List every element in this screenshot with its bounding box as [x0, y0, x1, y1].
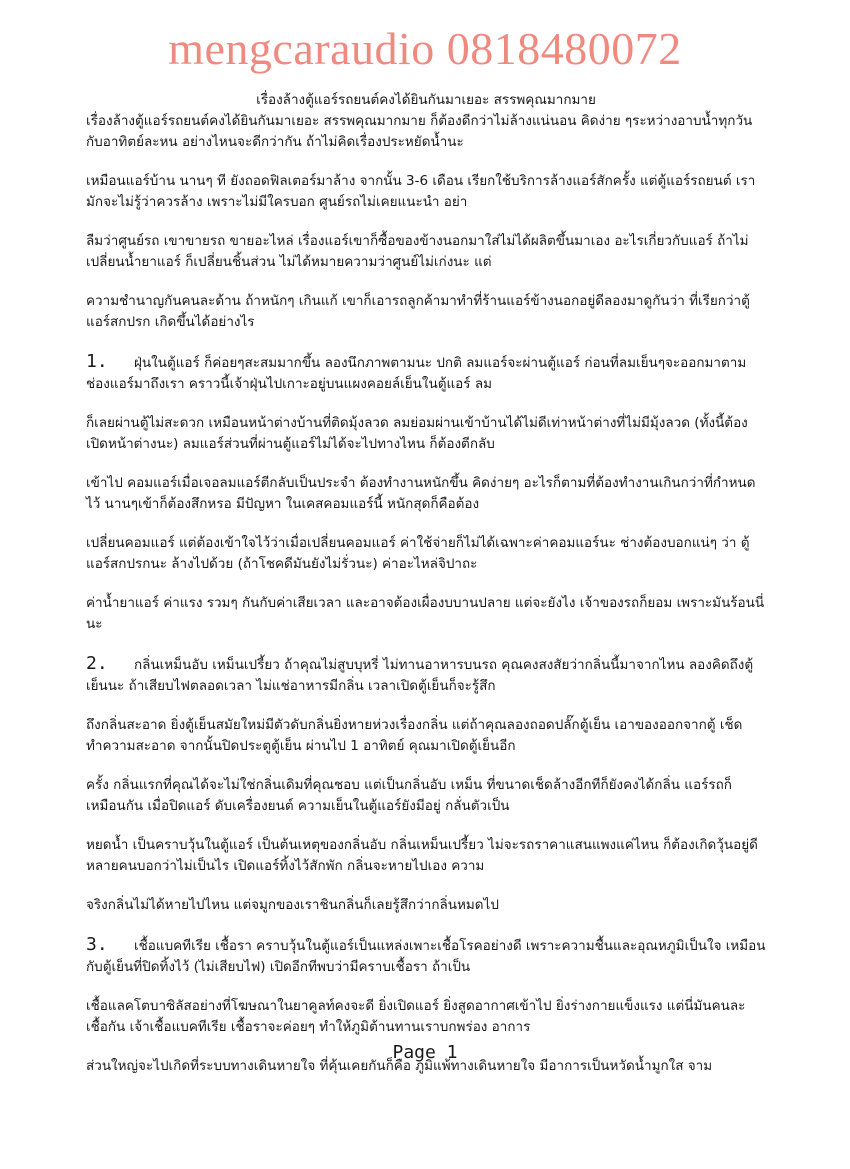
intro-paragraph: เรื่องล้างตู้แอร์รถยนต์คงได้ยินกันมาเยอะ สรรพคุณมากมาย ก็ต้องดีกว่าไม่ล้างแน่นอน คิดง่าย ๆระหว่างอาบน้ำทุกวันกับอาทิตย์ละหน อย่างไหนจะดีกว่ากัน ถ้าไม่คิดเรื่องประหยัดน้ำนะ — [86, 113, 753, 150]
section-1-paragraph: ก็เลยผ่านตู้ไม่สะดวก เหมือนหน้าต่างบ้านที่ติดมุ้งลวด ลมย่อมผ่านเข้าบ้านได้ไม่ดีเท่าหน้าต่างที่ไม่มีมุ้งลวด (ทั้งนี้ต้องเปิดหน้าต่างนะ) ลมแอร์ส่วนที่ผ่านตู้แอร์ไม่ได้จะไปทางไหน ก็ต้องตีกลับ — [86, 415, 748, 452]
section-3-paragraph: ส่วนใหญ่จะไปเกิดที่ระบบทางเดินหายใจ ที่คุ้นเคยกันก็คือ ภูมิแพ้ทางเดินหายใจ มีอาการเป็นหวัดน้ำมูกใส จาม — [86, 1058, 713, 1074]
section-1-paragraph: เข้าไป คอมแอร์เมื่อเจอลมแอร์ตีกลับเป็นประจำ ต้องทำงานหนักขึ้น คิดง่ายๆ อะไรก็ตามที่ต้องทำงานเกินกว่าที่กำหนดไว้ นานๆเข้าก็ต้องสึกหรอ มีปัญหา ในเคสคอมแอร์นี้ หนักสุดก็คือต้อง — [86, 475, 756, 512]
section-3-paragraph: เชื้อแลคโตบาซิลัสอย่างที่โฆษณาในยาคูลท์คงจะดี ยิ่งเปิดแอร์ ยิ่งสูดอากาศเข้าไป ยิ่งร่างกายแข็งแรง แต่นี่มันคนละเชื้อกัน เจ้าเชื้อแบคทีเรีย เชื้อราจะค่อยๆ ทำให้ภูมิต้านทานเราบกพร่อง อาการ — [86, 998, 746, 1035]
section-text: กลิ่นเหม็นอับ เหม็นเปรี้ยว ถ้าคุณไม่สูบบุหรี่ ไม่ทานอาหารบนรถ คุณคงสงสัยว่ากลิ่นนี้มาจากไหน ลองคิดถึงตู้เย็นนะ ถ้าเสียบไฟตลอดเวลา ไม่แช่อาหารมีกลิ่น เวลาเปิดตู้เย็นก็จะรู้สึก — [86, 657, 754, 694]
section-2-paragraph: ถึงกลิ่นสะอาด ยิ่งตู้เย็นสมัยใหม่มีตัวดับกลิ่นยิ่งหายห่วงเรื่องกลิ่น แต่ถ้าคุณลองถอดปลั๊กตู้เย็น เอาของออกจากตู้ เช็ดทำความสะอาด จากนั้นปิดประตูตู้เย็น ผ่านไป 1 อาทิตย์ คุณมาเปิดตู้เย็นอีก — [86, 717, 743, 754]
document-title: เรื่องล้างตู้แอร์รถยนต์คงได้ยินกันมาเยอะ สรรพคุณมากมาย — [256, 92, 596, 108]
section-1-paragraph: เปลี่ยนคอมแอร์ แต่ต้องเข้าใจไว้ว่าเมื่อเปลี่ยนคอมแอร์ ค่าใช้จ่ายก็ไม่ได้เฉพาะค่าคอมแอร์นะ ช่างต้องบอกแน่ๆ ว่า ตู้แอร์สกปรกนะ ล้างไปด้วย (ถ้าโชคดีมันยังไม่รั่วนะ) ค่าอะไหล่จิปาถะ — [86, 535, 750, 572]
section-1-paragraph: ค่าน้ำยาแอร์ ค่าแรง รวมๆ กันกับค่าเสียเวลา และอาจต้องเผื่องบบานปลาย แต่จะยังไง เจ้าของรถก็ยอม เพราะมันร้อนนี่นะ — [86, 595, 765, 632]
section-3-paragraph — [86, 934, 766, 978]
watermark-text: mengcaraudio 0818480072 — [168, 23, 682, 74]
section-text: เชื้อแบคทีเรีย เชื้อรา คราบวุ้นในตู้แอร์เป็นแหล่งเพาะเชื้อโรคอย่างดี เพราะความชื้นและอุณหภูมิเป็นใจ เหมือนกับตู้เย็นที่ปิดทิ้งไว้ (ไม่เสียบไฟ) เปิดอีกทีพบว่ามีคราบเชื้อรา ถ้าเป็น — [86, 938, 766, 975]
section-2-paragraph: ครั้ง กลิ่นแรกที่คุณได้จะไม่ใช่กลิ่นเดิมที่คุณชอบ แต่เป็นกลิ่นอับ เหม็น ที่ขนาดเช็ดล้างอีกทีก็ยังคงได้กลิ่น แอร์รถก็เหมือนกัน เมื่อปิดแอร์ ดับเครื่องยนต์ ความเย็นในตู้แอร์ยังมีอยู่ กลั่นตัวเป็น — [86, 777, 732, 814]
intro-paragraph: เหมือนแอร์บ้าน นานๆ ที ยังถอดฟิลเตอร์มาล้าง จากนั้น 3-6 เดือน เรียกใช้บริการล้างแอร์สักครั้ง แต่ตู้แอร์รถยนต์ เรามักจะไม่รู้ว่าควรล้าง เพราะไม่มีใครบอก ศูนย์รถไม่เคยแนะนำ อย่า — [86, 173, 756, 210]
page-number: Page 1 — [392, 1042, 458, 1063]
section-number: 2. — [86, 653, 108, 674]
section-2-paragraph: จริงกลิ่นไม่ได้หายไปไหน แต่จมูกของเราชินกลิ่นก็เลยรู้สึกว่ากลิ่นหมดไป — [86, 897, 499, 913]
document-body — [86, 90, 766, 1095]
section-2-paragraph: หยดน้ำ เป็นคราบวุ้นในตู้แอร์ เป็นต้นเหตุของกลิ่นอับ กลิ่นเหม็นเปรี้ยว ไม่จะรถราคาแสนแพงแค่ไหน ก็ต้องเกิดวุ้นอยู่ดี หลายคนบอกว่าไม่เป็นไร เปิดแอร์ทิ้งไว้สักพัก กลิ่นจะหายไปเอง ความ — [86, 837, 758, 874]
section-1-paragraph — [86, 351, 766, 395]
section-text: ฝุ่นในตู้แอร์ ก็ค่อยๆสะสมมากขึ้น ลองนึกภาพตามนะ ปกติ ลมแอร์จะผ่านตู้แอร์ ก่อนที่ลมเย็นๆจะออกมาตามช่องแอร์มาถึงเรา คราวนี้เจ้าฝุ่นไปเกาะอยู่บนแผงคอยล์เย็นในตู้แอร์ ลม — [86, 355, 747, 392]
section-number: 3. — [86, 934, 108, 955]
intro-paragraph: ความชำนาญกันคนละด้าน ถ้าหนักๆ เกินแก้ เขาก็เอารถลูกค้ามาทำที่ร้านแอร์ข้างนอกอยู่ดีลองมาดูกันว่า ที่เรียกว่าตู้แอร์สกปรก เกิดขึ้นได้อย่างไร — [86, 293, 750, 330]
intro-paragraph: ลืมว่าศูนย์รถ เขาขายรถ ขายอะไหล่ เรื่องแอร์เขาก็ซื้อของข้างนอกมาใส่ไม่ได้ผลิตขึ้นมาเอง อะไรเกี่ยวกับแอร์ ถ้าไม่เปลี่ยนน้ำยาแอร์ ก็เปลี่ยนชิ้นส่วน ไม่ได้หมายความว่าศูนย์ไม่เก่งนะ แต่ — [86, 233, 749, 270]
section-number: 1. — [86, 351, 108, 372]
section-2-paragraph — [86, 653, 766, 697]
